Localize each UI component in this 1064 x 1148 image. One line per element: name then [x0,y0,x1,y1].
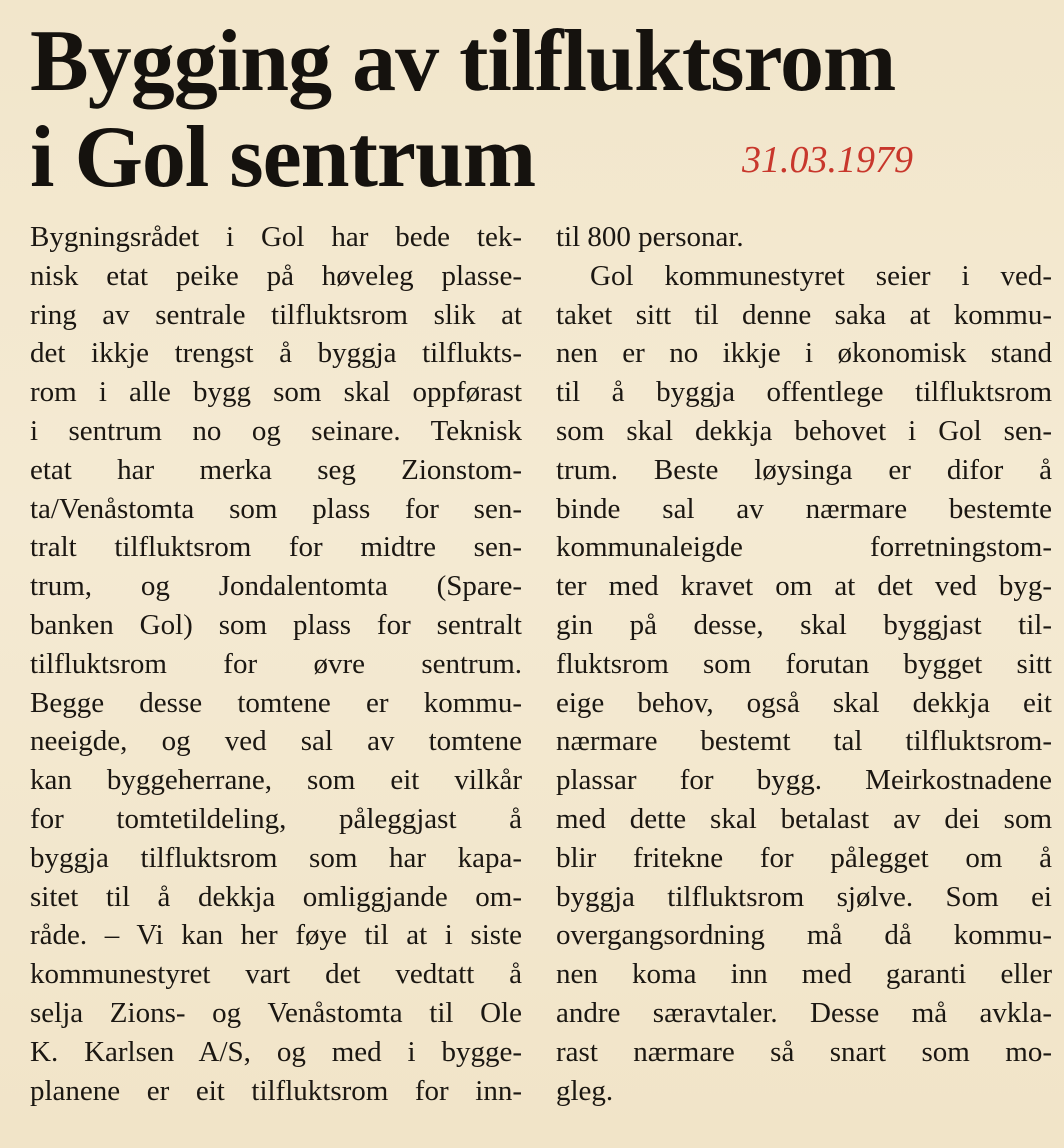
handwritten-date: 31.03.1979 [742,139,913,181]
headline-line: i Gol sentrum [30,109,536,206]
text-line: gin på desse, skal byggjast til- [556,608,1052,641]
text-line: til å byggja offentlege tilfluktsrom [556,376,1052,409]
text-line: andre særavtaler. Desse må avkla- [556,996,1052,1029]
text-line: kommunaleigde forretningstom- [556,531,1052,564]
text-line: byggja tilfluktsrom sjølve. Som ei [556,880,1052,913]
text-line: ter med kravet om at det ved byg- [556,570,1052,603]
text-line: byggja tilfluktsrom som har kapa- [30,841,522,874]
text-line: som skal dekkja behovet i Gol sen- [556,414,1052,447]
text-line: binde sal av nærmare bestemte [556,492,1052,525]
text-line: for tomtetildeling, påleggjast å [30,802,522,835]
text-line: overgangsordning må då kommu- [556,919,1052,952]
text-line: ta/Venåstomta som plass for sen- [30,492,522,525]
text-line: neeigde, og ved sal av tomtene [30,725,522,758]
text-line: til 800 personar. [556,221,744,253]
text-line: K. Karlsen A/S, og med i bygge- [30,1035,522,1068]
text-line: trum. Beste løysinga er difor å [556,453,1052,486]
text-line: gleg. [556,1074,614,1107]
text-line: rom i alle bygg som skal oppførast [30,376,522,409]
text-line: plassar for bygg. Meirkostnadene [556,764,1052,797]
text-line: kommunestyret vart det vedtatt å [30,958,522,991]
text-line: ring av sentrale tilfluktsrom slik at [30,298,522,331]
text-line: trum, og Jondalentomta (Spare- [30,570,522,603]
text-line: med dette skal betalast av dei som [556,802,1052,835]
text-line: banken Gol) som plass for sentralt [30,608,522,641]
text-line: nen koma inn med garanti eller [556,958,1052,991]
text-line: tilfluktsrom for øvre sentrum. [30,647,522,680]
text-line: fluktsrom som forutan bygget sitt [556,647,1052,680]
text-line: selja Zions- og Venåstomta til Ole [30,996,522,1029]
text-line: taket sitt til denne saka at kommu- [556,298,1052,331]
article-column-right [556,218,1052,1110]
text-line: tralt tilfluktsrom for midtre sen- [30,531,522,564]
text-line: Begge desse tomtene er kommu- [30,686,522,719]
text-line: etat har merka seg Zionstom- [30,453,522,486]
text-line: det ikkje trengst å byggja tilflukts- [30,337,522,370]
text-line: nen er no ikkje i økonomisk stand [556,337,1052,370]
text-line: nisk etat peike på høveleg plasse- [30,259,522,292]
text-line: eige behov, også skal dekkja eit [556,686,1052,719]
text-line: rast nærmare så snart som mo- [556,1035,1052,1068]
text-line: blir fritekne for pålegget om å [556,841,1052,874]
headline-line: Bygging av tilfluktsrom [30,13,896,110]
text-line: sitet til å dekkja omliggjande om- [30,880,522,913]
article-column-left [30,218,522,1110]
text-line: råde. – Vi kan her føye til at i siste [30,919,522,952]
text-line: Gol kommunestyret seier i ved- [590,259,1052,292]
text-line: Bygningsrådet i Gol har bede tek- [30,221,522,253]
text-line: i sentrum no og seinare. Teknisk [30,414,522,447]
text-line: planene er eit tilfluktsrom for inn- [30,1074,522,1107]
text-line: nærmare bestemt tal tilfluktsrom- [556,725,1052,758]
text-line: kan byggeherrane, som eit vilkår [30,764,522,797]
